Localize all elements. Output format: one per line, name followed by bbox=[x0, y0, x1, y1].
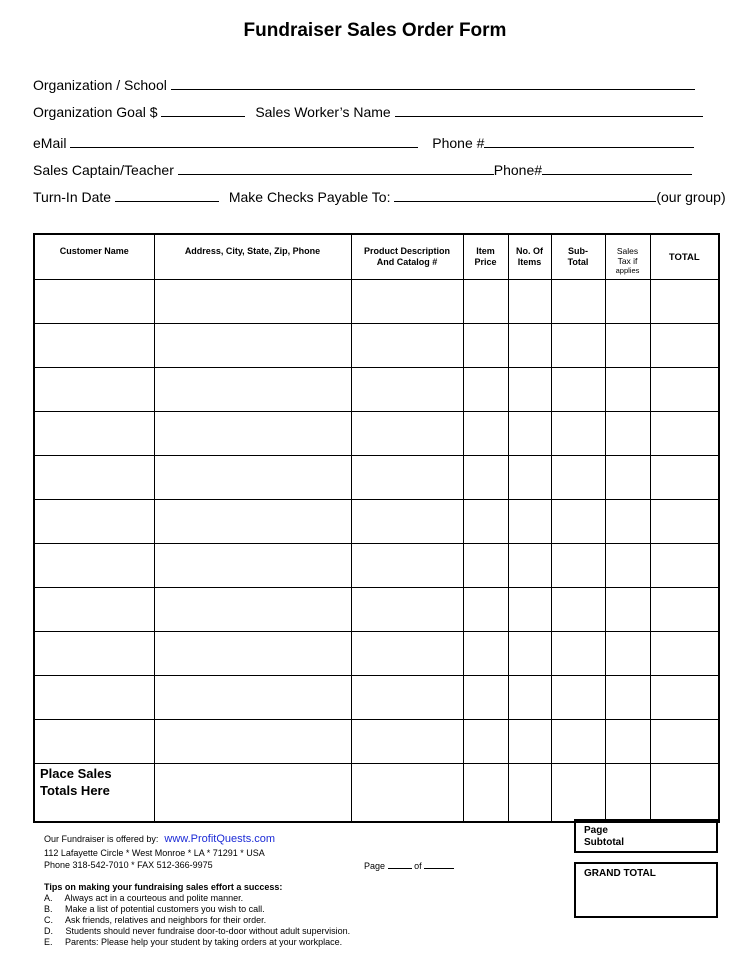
page-subtotal-box[interactable] bbox=[574, 819, 718, 853]
tips-title: Tips on making your fundraising sales effort a success: bbox=[44, 882, 283, 892]
table-cell[interactable] bbox=[154, 720, 351, 764]
table-cell[interactable] bbox=[154, 280, 351, 324]
checks-field[interactable] bbox=[394, 189, 656, 202]
table-header-row bbox=[34, 234, 719, 280]
turnin-field[interactable] bbox=[115, 189, 219, 202]
table-cell[interactable] bbox=[551, 632, 605, 676]
organization-label: Organization / School bbox=[33, 77, 167, 93]
header-item-price bbox=[463, 234, 508, 280]
table-cell[interactable] bbox=[508, 500, 551, 544]
table-cell[interactable] bbox=[508, 588, 551, 632]
table-cell[interactable] bbox=[508, 412, 551, 456]
table-cell[interactable] bbox=[605, 456, 650, 500]
table-cell[interactable] bbox=[154, 632, 351, 676]
goal-field[interactable] bbox=[161, 104, 245, 117]
header-price-line2: Price bbox=[474, 257, 497, 267]
table-cell[interactable] bbox=[650, 324, 719, 368]
table-cell[interactable] bbox=[351, 368, 463, 412]
header-items-line1: No. Of bbox=[516, 246, 543, 256]
header-product-line2: And Catalog # bbox=[376, 257, 438, 267]
goal-line bbox=[33, 104, 703, 120]
table-cell[interactable] bbox=[351, 676, 463, 720]
table-cell[interactable] bbox=[463, 324, 508, 368]
table-cell[interactable] bbox=[605, 720, 650, 764]
table-cell[interactable] bbox=[154, 588, 351, 632]
page-label: Page bbox=[364, 861, 386, 871]
table-row bbox=[34, 500, 719, 544]
table-cell[interactable] bbox=[154, 368, 351, 412]
table-cell[interactable] bbox=[154, 764, 351, 823]
table-cell[interactable] bbox=[463, 368, 508, 412]
worker-label: Sales Worker’s Name bbox=[255, 104, 391, 120]
table-cell[interactable] bbox=[351, 588, 463, 632]
table-cell[interactable] bbox=[351, 632, 463, 676]
table-cell[interactable] bbox=[605, 280, 650, 324]
table-row bbox=[34, 544, 719, 588]
table-row bbox=[34, 676, 719, 720]
table-cell[interactable] bbox=[463, 632, 508, 676]
header-tax-line2: Tax if bbox=[617, 256, 638, 266]
order-table bbox=[33, 233, 720, 823]
table-cell[interactable] bbox=[551, 456, 605, 500]
table-cell[interactable] bbox=[551, 720, 605, 764]
table-cell[interactable] bbox=[551, 500, 605, 544]
table-cell[interactable] bbox=[351, 764, 463, 823]
table-cell[interactable] bbox=[34, 324, 154, 368]
table-row bbox=[34, 632, 719, 676]
table-cell[interactable] bbox=[508, 456, 551, 500]
table-row bbox=[34, 324, 719, 368]
table-cell[interactable] bbox=[508, 368, 551, 412]
header-subtotal bbox=[551, 234, 605, 280]
captain-line bbox=[33, 162, 692, 178]
header-product-line1: Product Description bbox=[363, 246, 450, 256]
header-price-line1: Item bbox=[476, 246, 495, 256]
header-subtotal-line2: Total bbox=[567, 257, 589, 267]
place-sales-line2: Totals Here bbox=[40, 783, 110, 798]
checks-label: Make Checks Payable To: bbox=[228, 189, 391, 205]
page-subtotal-line2: Subtotal bbox=[584, 837, 624, 848]
phone2-field[interactable] bbox=[542, 162, 692, 175]
captain-label: Sales Captain/Teacher bbox=[33, 162, 174, 178]
phone-label: Phone # bbox=[432, 135, 485, 151]
table-cell[interactable] bbox=[154, 500, 351, 544]
table-cell[interactable] bbox=[650, 676, 719, 720]
tip-a: A. Always act in a courteous and polite manner. bbox=[44, 893, 244, 903]
table-cell[interactable] bbox=[351, 720, 463, 764]
table-cell[interactable] bbox=[34, 412, 154, 456]
form-title: Fundraiser Sales Order Form bbox=[243, 20, 507, 41]
phone2-label: Phone# bbox=[493, 162, 543, 178]
table-cell[interactable] bbox=[605, 632, 650, 676]
table-cell[interactable] bbox=[34, 280, 154, 324]
table-cell[interactable] bbox=[551, 280, 605, 324]
header-tax-line1: Sales bbox=[616, 246, 639, 256]
table-cell[interactable] bbox=[551, 588, 605, 632]
turnin-line bbox=[33, 189, 726, 205]
header-address: Address, City, State, Zip, Phone bbox=[154, 234, 351, 280]
table-cell[interactable] bbox=[508, 324, 551, 368]
table-cell[interactable] bbox=[463, 456, 508, 500]
header-subtotal-line1: Sub- bbox=[568, 246, 588, 256]
table-cell[interactable] bbox=[650, 764, 719, 823]
table-cell[interactable] bbox=[508, 632, 551, 676]
email-label: eMail bbox=[33, 135, 67, 151]
header-no-of-items bbox=[508, 234, 551, 280]
table-cell[interactable] bbox=[463, 280, 508, 324]
table-cell[interactable] bbox=[154, 456, 351, 500]
table-cell[interactable] bbox=[508, 720, 551, 764]
website-link[interactable]: www.ProfitQuests.com bbox=[164, 833, 276, 845]
table-cell[interactable] bbox=[551, 676, 605, 720]
table-cell[interactable] bbox=[463, 588, 508, 632]
captain-field[interactable] bbox=[178, 162, 494, 175]
table-cell[interactable] bbox=[34, 544, 154, 588]
table-cell[interactable] bbox=[351, 324, 463, 368]
table-row bbox=[34, 720, 719, 764]
header-customer-name: Customer Name bbox=[34, 234, 154, 280]
table-row bbox=[34, 588, 719, 632]
organization-line bbox=[33, 77, 695, 93]
table-cell[interactable] bbox=[463, 544, 508, 588]
tip-c: C. Ask friends, relatives and neighbors for their order. bbox=[44, 915, 267, 925]
table-cell[interactable] bbox=[154, 412, 351, 456]
table-row bbox=[34, 456, 719, 500]
table-cell[interactable] bbox=[605, 368, 650, 412]
email-field[interactable] bbox=[70, 135, 418, 148]
footer-offered-by bbox=[44, 834, 275, 845]
worker-field[interactable] bbox=[395, 104, 703, 117]
totals-row bbox=[34, 764, 719, 823]
table-cell[interactable] bbox=[605, 544, 650, 588]
table-cell[interactable] bbox=[463, 412, 508, 456]
table-cell[interactable] bbox=[463, 764, 508, 823]
table-cell[interactable] bbox=[34, 632, 154, 676]
page-subtotal-line1: Page bbox=[584, 825, 608, 836]
page-count-line bbox=[364, 860, 454, 872]
table-cell[interactable] bbox=[551, 764, 605, 823]
table-cell[interactable] bbox=[650, 500, 719, 544]
header-tax-line3: applies bbox=[615, 266, 640, 275]
table-cell[interactable] bbox=[605, 500, 650, 544]
header-total: TOTAL bbox=[650, 234, 719, 280]
table-cell[interactable] bbox=[508, 280, 551, 324]
tip-b: B. Make a list of potential customers you wish to call. bbox=[44, 904, 265, 914]
table-cell[interactable] bbox=[650, 280, 719, 324]
table-cell[interactable] bbox=[650, 456, 719, 500]
phone-field[interactable] bbox=[484, 135, 694, 148]
table-cell[interactable] bbox=[508, 676, 551, 720]
table-cell[interactable] bbox=[551, 368, 605, 412]
table-cell[interactable] bbox=[154, 324, 351, 368]
table-cell[interactable] bbox=[605, 324, 650, 368]
page-number-field[interactable] bbox=[388, 860, 412, 869]
table-row bbox=[34, 412, 719, 456]
header-items-line2: Items bbox=[517, 257, 542, 267]
table-cell[interactable] bbox=[351, 456, 463, 500]
table-cell[interactable] bbox=[351, 500, 463, 544]
table-cell[interactable] bbox=[605, 676, 650, 720]
table-cell[interactable] bbox=[650, 720, 719, 764]
table-cell[interactable] bbox=[650, 632, 719, 676]
table-cell[interactable] bbox=[508, 764, 551, 823]
table-cell[interactable] bbox=[34, 588, 154, 632]
table-cell[interactable] bbox=[463, 676, 508, 720]
table-cell[interactable] bbox=[508, 544, 551, 588]
table-cell[interactable] bbox=[650, 412, 719, 456]
goal-label: Organization Goal $ bbox=[33, 104, 158, 120]
grand-total-box[interactable] bbox=[574, 862, 718, 918]
tip-d: D. Students should never fundraise door-to-door without adult supervision. bbox=[44, 926, 351, 936]
header-product bbox=[351, 234, 463, 280]
table-cell[interactable] bbox=[463, 720, 508, 764]
grand-total-label: GRAND TOTAL bbox=[584, 868, 656, 879]
table-cell[interactable] bbox=[551, 324, 605, 368]
table-cell[interactable] bbox=[351, 280, 463, 324]
table-cell[interactable] bbox=[154, 676, 351, 720]
page-total-field[interactable] bbox=[424, 860, 454, 869]
table-cell[interactable] bbox=[650, 588, 719, 632]
place-sales-line1: Place Sales bbox=[40, 766, 112, 781]
turnin-label: Turn-In Date bbox=[33, 189, 112, 205]
organization-field[interactable] bbox=[171, 77, 695, 90]
table-cell[interactable] bbox=[34, 676, 154, 720]
of-label: of bbox=[414, 861, 422, 871]
our-group-label: (our group) bbox=[656, 189, 726, 205]
table-cell[interactable] bbox=[351, 544, 463, 588]
table-cell[interactable] bbox=[551, 544, 605, 588]
table-cell[interactable] bbox=[463, 500, 508, 544]
footer-address: 112 Lafayette Circle * West Monroe * LA * 71291 * USA bbox=[44, 848, 265, 858]
place-sales-totals-cell bbox=[34, 764, 154, 823]
table-cell[interactable] bbox=[154, 544, 351, 588]
header-sales-tax bbox=[605, 234, 650, 280]
table-row bbox=[34, 280, 719, 324]
offered-by-text: Our Fundraiser is offered by: bbox=[44, 834, 159, 844]
table-cell[interactable] bbox=[605, 588, 650, 632]
table-cell[interactable] bbox=[605, 412, 650, 456]
table-cell[interactable] bbox=[34, 456, 154, 500]
table-cell[interactable] bbox=[650, 544, 719, 588]
table-cell[interactable] bbox=[34, 500, 154, 544]
table-cell[interactable] bbox=[551, 412, 605, 456]
table-cell[interactable] bbox=[34, 368, 154, 412]
email-line bbox=[33, 135, 694, 151]
table-row bbox=[34, 368, 719, 412]
table-cell[interactable] bbox=[650, 368, 719, 412]
table-cell[interactable] bbox=[34, 720, 154, 764]
footer-phone: Phone 318-542-7010 * FAX 512-366-9975 bbox=[44, 860, 213, 870]
tip-e: E. Parents: Please help your student by taking orders at your workplace. bbox=[44, 937, 343, 947]
table-cell[interactable] bbox=[605, 764, 650, 823]
table-cell[interactable] bbox=[351, 412, 463, 456]
